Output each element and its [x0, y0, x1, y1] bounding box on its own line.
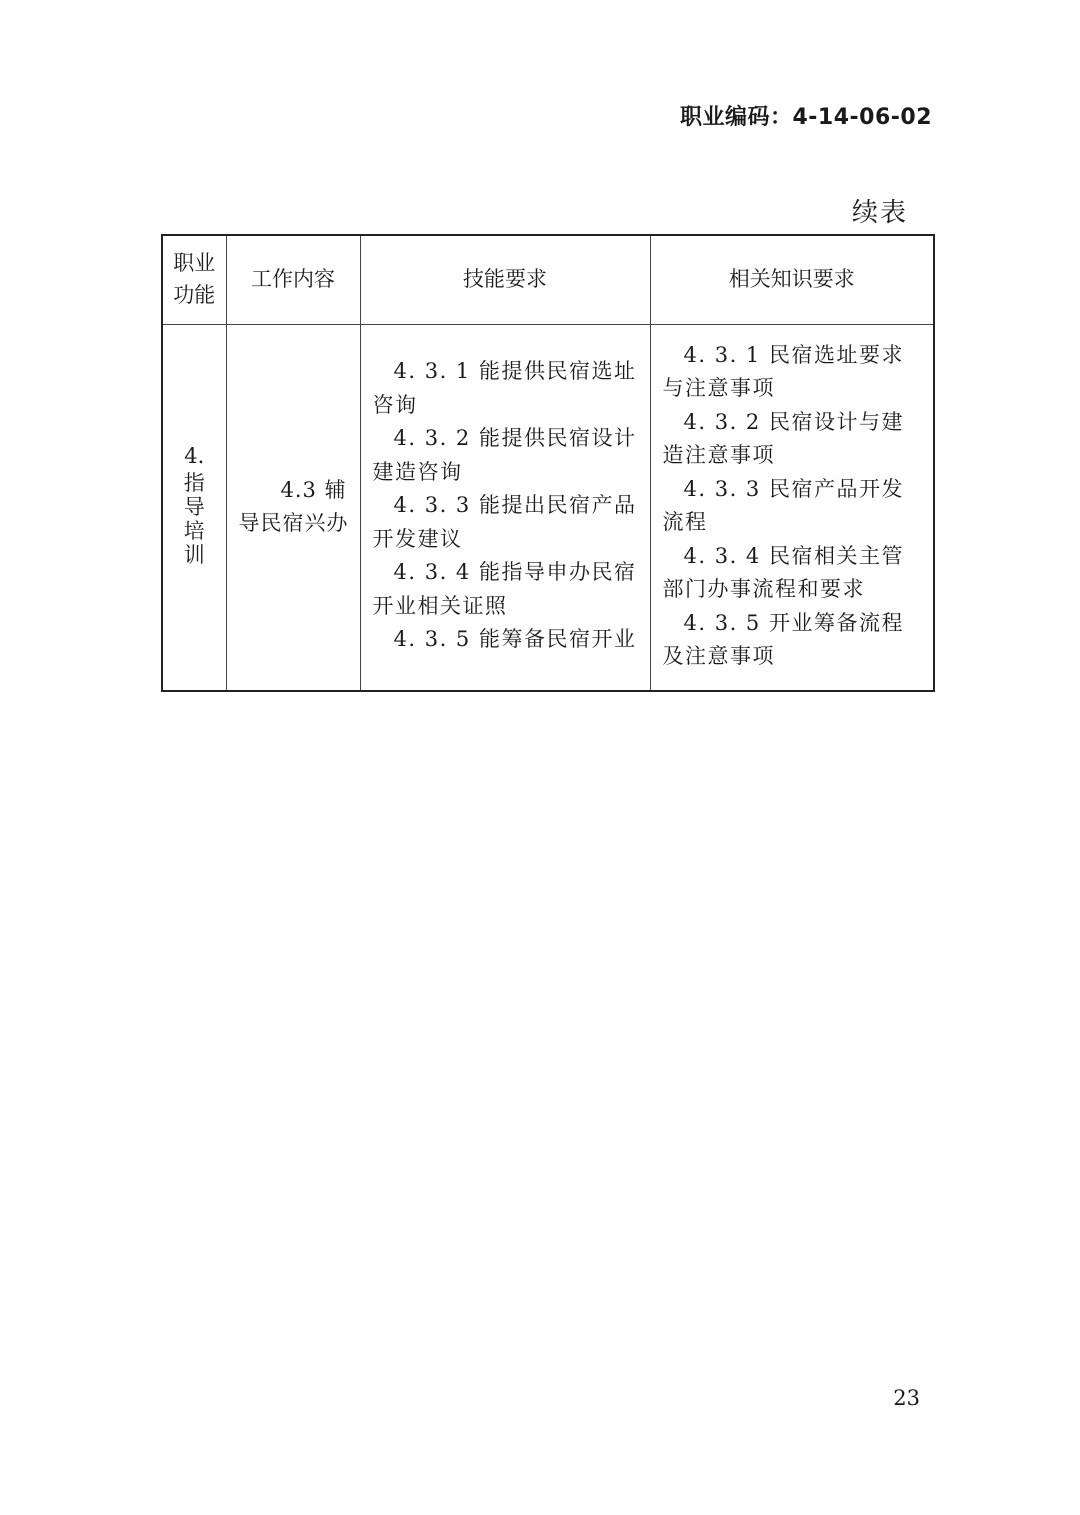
function-cell — [162, 324, 226, 691]
knowledge-item: 4. 3. 5 开业筹备流程及注意事项 — [662, 610, 904, 668]
skill-item: 4. 3. 4 能指导申办民宿开业相关证照 — [372, 560, 637, 618]
knowledge-item: 4. 3. 4 民宿相关主管部门办事流程和要求 — [662, 543, 904, 601]
skill-item: 4. 3. 3 能提出民宿产品开发建议 — [372, 493, 637, 551]
page-number: 23 — [893, 1386, 920, 1410]
skills-table — [161, 234, 935, 692]
function-name: 指导培训 — [183, 471, 205, 568]
header-function: 职业功能 — [162, 235, 226, 324]
skill-item: 4. 3. 5 能筹备民宿开业 — [393, 627, 637, 652]
skills-cell — [360, 324, 650, 691]
knowledge-item: 4. 3. 1 民宿选址要求与注意事项 — [662, 342, 904, 400]
knowledge-cell — [650, 324, 934, 691]
function-number: 4. — [184, 444, 205, 469]
header-skills: 技能要求 — [360, 235, 650, 324]
work-content-cell — [226, 324, 360, 691]
occupation-code: 职业编码：4-14-06-02 — [679, 105, 932, 130]
continued-label: 续表 — [851, 198, 908, 228]
header-work-content: 工作内容 — [226, 235, 360, 324]
skill-item: 4. 3. 2 能提供民宿设计建造咨询 — [372, 426, 637, 484]
knowledge-item: 4. 3. 2 民宿设计与建造注意事项 — [662, 409, 904, 467]
table-row — [162, 324, 934, 691]
skill-item: 4. 3. 1 能提供民宿选址咨询 — [372, 359, 637, 417]
header-knowledge: 相关知识要求 — [650, 235, 934, 324]
knowledge-item: 4. 3. 3 民宿产品开发流程 — [662, 476, 904, 534]
table-header-row — [162, 235, 934, 324]
work-content-text: 4.3 辅导民宿兴办 — [238, 477, 349, 535]
